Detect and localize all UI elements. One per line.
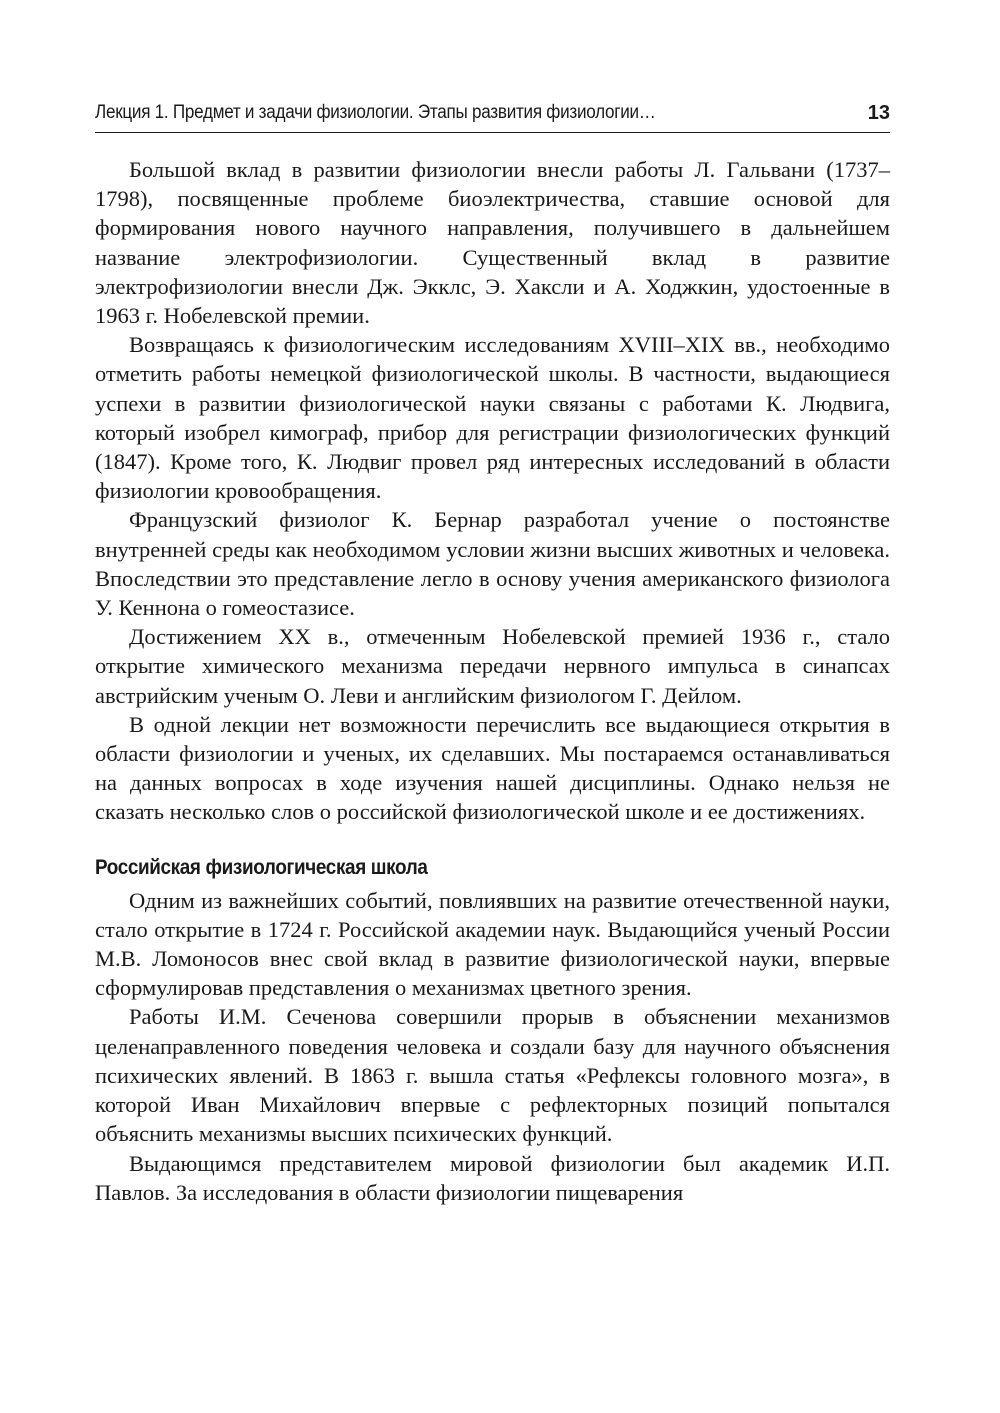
paragraph: Работы И.М. Сеченова совершили прорыв в объяснении механизмов целенаправленного поведения человека и создали базу для научного объяснения психических явлений. В 1863 г. вышла статья «Рефлексы головного мозга», в которой Иван Михайлович впервые с рефлекторных позиций попытался объяснить механизмы высших психических функций. bbox=[95, 1004, 890, 1147]
running-title: Лекция 1. Предмет и задачи физиологии. Этапы развития физиологии… bbox=[95, 102, 656, 123]
page-number: 13 bbox=[867, 102, 890, 124]
document-page bbox=[95, 98, 890, 1207]
running-header bbox=[95, 98, 890, 133]
paragraph: Одним из важнейших событий, повлиявших на развитие отечественной науки, стало открытие в 1724 г. Российской академии наук. Выдающийся ученый России М.В. Ломоносов внес свой вклад в развитие физиологической науки, впервые сформулировав представления о механизмах цветного зрения. bbox=[95, 887, 890, 1001]
paragraph: В одной лекции нет возможности перечислить все выдающиеся открытия в области физиологии и ученых, их сделавших. Мы постараемся останавливаться на данных вопросах в ходе изучения нашей дисциплины. Однако нельзя не сказать несколько слов о российской физиологической школе и ее достижениях. bbox=[95, 711, 890, 825]
paragraph: Большой вклад в развитии физиологии внесли работы Л. Гальвани (1737–1798), посвященные проблеме биоэлектричества, ставшие основой для формирования нового научного направления, получившего в дальнейшем название электрофизиологии. Существенный вклад в развитие электрофизиологии внесли Дж. Экклс, Э. Хаксли и А. Ходжкин, удостоенные в 1963 г. Нобелевской премии. bbox=[95, 157, 890, 329]
section-heading: Российская физиологическая школа bbox=[95, 855, 428, 879]
paragraph: Достижением XX в., отмеченным Нобелевской премией 1936 г., стало открытие химического механизма передачи нервного импульса в синапсах австрийским ученым О. Леви и английским физиологом Г. Дейлом. bbox=[95, 624, 890, 708]
main-text bbox=[95, 155, 890, 1207]
paragraph: Выдающимся представителем мировой физиологии был академик И.П. Павлов. За исследования в области физиологии пищеварения bbox=[95, 1150, 890, 1205]
paragraph: Возвращаясь к физиологическим исследованиям XVIII–XIX вв., необходимо отметить работы немецкой физиологической школы. В частности, выдающиеся успехи в развитии физиологической науки связаны с работами К. Людвига, который изобрел кимограф, прибор для регистрации физиологических функций (1847). Кроме того, К. Людвиг провел ряд интересных исследований в области физиологии кровообращения. bbox=[95, 332, 890, 504]
paragraph: Французский физиолог К. Бернар разработал учение о постоянстве внутренней среды как необходимом условии жизни высших животных и человека. Впоследствии это представление легло в основу учения американского физиолога У. Кеннона о гомеостазисе. bbox=[95, 507, 890, 621]
